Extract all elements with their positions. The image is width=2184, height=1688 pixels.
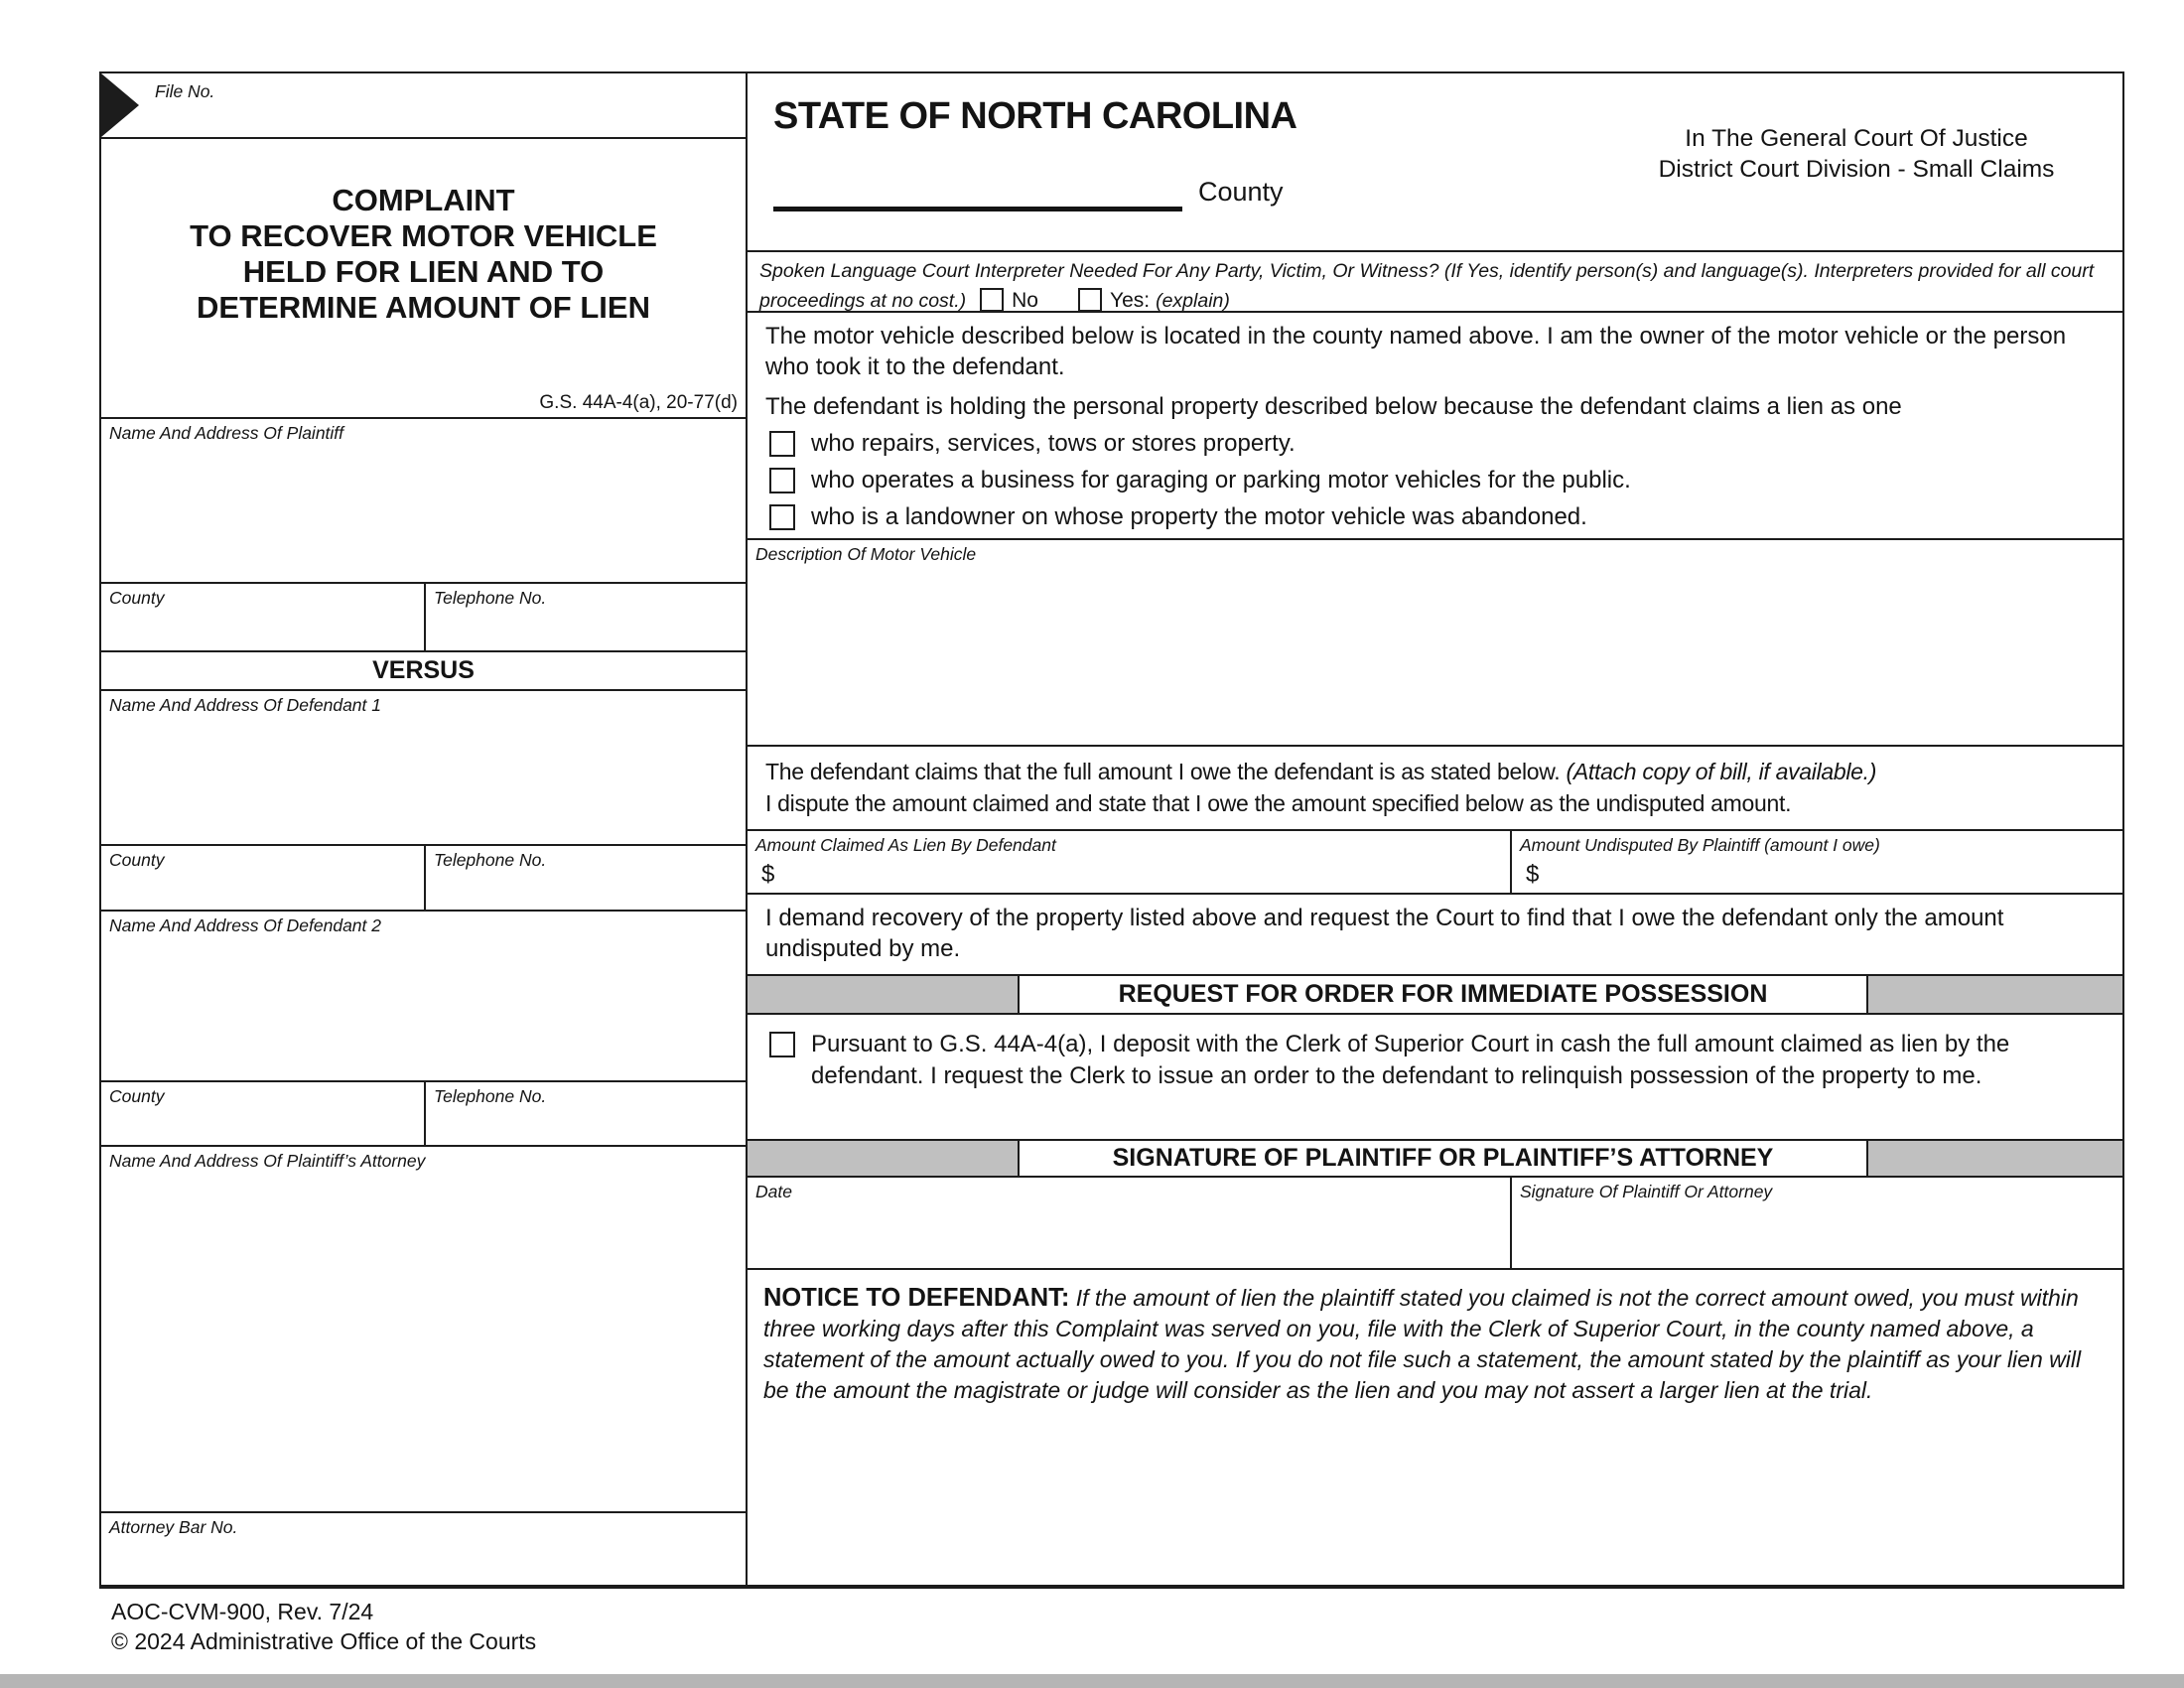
county-label: County [109,588,165,608]
form-number: AOC-CVM-900, Rev. 7/24 [111,1599,374,1624]
defendant1-county-telephone-row [101,846,746,912]
request-possession-header: REQUEST FOR ORDER FOR IMMEDIATE POSSESSION [1018,976,1868,1013]
defendant1-telephone-field[interactable] [426,846,746,910]
corner-arrow-icon [101,73,139,137]
defendant1-name-address-field[interactable] [101,691,746,846]
amount-undisputed-label: Amount Undisputed By Plaintiff (amount I owe) [1520,835,1880,855]
signature-label: Signature Of Plaintiff Or Attorney [1520,1182,1773,1201]
page-edge-strip [0,1674,2184,1688]
form-title-box [101,139,746,419]
lien-garaging-checkbox[interactable] [769,468,795,493]
interpreter-yes-checkbox[interactable] [1078,288,1102,312]
lien-repairs-checkbox[interactable] [769,431,795,457]
claims-sentence2: I dispute the amount claimed and state that I owe the amount specified below as the undisputed amount. [765,790,1792,816]
amount-undisputed-field[interactable] [1512,831,2122,893]
attorney-bar-no-field[interactable] [101,1513,746,1585]
right-column [748,73,2122,1585]
plaintiff-telephone-field[interactable] [426,584,746,650]
interpreter-no-label: No [1012,289,1038,312]
immediate-possession-option [748,1015,2122,1139]
interpreter-no-checkbox[interactable] [980,288,1004,312]
copyright: © 2024 Administrative Office of the Courts [111,1628,537,1654]
claims-paragraph [748,747,2122,829]
defendant2-telephone-field[interactable] [426,1082,746,1145]
vehicle-description-field[interactable] [748,540,2122,747]
lien-option-garaging [769,465,2111,495]
notice-body: If the amount of lien the plaintiff stated you claimed is not the correct amount owed, you must within three working days after this Complaint was served on you, file with the Clerk of Superior Court, in the county named above, a statement of the amount actually owed to you. If you do not file such a statement, the amount stated by the plaintiff as your lien will be the amount the magistrate or judge will consider as the lien and you may not assert a larger lien at the trial. [763,1285,2082,1403]
plaintiff-county-telephone-row [101,584,746,652]
claims-sentence1: The defendant claims that the full amount I owe the defendant is as stated below. (Attach copy of bill, if available.) [765,759,1877,784]
complaint-form [99,71,2124,1589]
immediate-possession-statement: Pursuant to G.S. 44A-4(a), I deposit with the Clerk of Superior Court in cash the full amount claimed as lien by the defendant. I request the Clerk to issue an order to the defendant to relinquish possession of the property to me. [811,1031,2010,1089]
interpreter-yes-label: Yes: [1109,289,1151,312]
attach-bill-note: (Attach copy of bill, if available.) [1566,759,1877,784]
court-line1: In The General Court Of Justice [1685,125,2028,152]
lien-option-landowner [769,501,2111,532]
statute-citation: G.S. 44A-4(a), 20-77(d) [539,392,738,413]
attorney-name-address-label: Name And Address Of Plaintiff’s Attorney [109,1151,426,1171]
signature-field[interactable] [1512,1178,2122,1268]
county-label: County [109,1086,165,1106]
complaint-statements [748,313,2122,540]
header-bar-right-shade [1868,1141,2122,1176]
lien-landowner-label: who is a landowner on whose property the motor vehicle was abandoned. [811,503,1587,530]
vehicle-description-label: Description Of Motor Vehicle [755,544,977,564]
amount-claimed-field[interactable] [748,831,1512,893]
signature-header: SIGNATURE OF PLAINTIFF OR PLAINTIFF’S ATTORNEY [1018,1141,1868,1176]
lien-landowner-checkbox[interactable] [769,504,795,530]
state-title: STATE OF NORTH CAROLINA [773,95,1297,137]
dollar-sign: $ [1526,861,1540,888]
plaintiff-name-address-field[interactable] [101,419,746,584]
notice-to-defendant [748,1270,2122,1585]
court-division-block [1618,123,2095,185]
versus-label: VERSUS [101,652,746,691]
date-signature-row [748,1178,2122,1270]
left-column [101,73,748,1585]
defendant1-county-field[interactable] [101,846,426,910]
form-title-line3: HELD FOR LIEN AND TO [242,254,605,289]
interpreter-section [748,250,2122,313]
attorney-bar-no-label: Attorney Bar No. [109,1517,238,1537]
form-title-line4: DETERMINE AMOUNT OF LIEN [197,290,650,325]
defendant2-county-telephone-row [101,1082,746,1147]
vehicle-located-paragraph: The motor vehicle described below is located in the county named above. I am the owner of the motor vehicle or the person who took it to the defendant. [765,323,2067,380]
county-name-field[interactable] [773,171,1182,211]
defendant2-county-field[interactable] [101,1082,426,1145]
lien-repairs-label: who repairs, services, tows or stores property. [811,430,1296,457]
plaintiff-name-address-label: Name And Address Of Plaintiff [109,423,344,443]
plaintiff-county-field[interactable] [101,584,426,650]
form-title [101,183,746,326]
telephone-label: Telephone No. [434,1086,547,1106]
demand-paragraph: I demand recovery of the property listed above and request the Court to find that I owe the defendant only the amount undisputed by me. [765,905,2004,962]
attorney-name-address-field[interactable] [101,1147,746,1513]
caption-header [748,73,2122,250]
amount-claimed-label: Amount Claimed As Lien By Defendant [755,835,1056,855]
lien-garaging-label: who operates a business for garaging or parking motor vehicles for the public. [811,467,1631,493]
form-title-line2: TO RECOVER MOTOR VEHICLE [190,218,657,253]
defendant2-name-address-field[interactable] [101,912,746,1082]
header-bar-left-shade [748,1141,1018,1176]
dollar-sign: $ [761,861,775,888]
telephone-label: Telephone No. [434,588,547,608]
header-bar-right-shade [1868,976,2122,1013]
defendant1-name-address-label: Name And Address Of Defendant 1 [109,695,381,715]
defendant-holding-paragraph: The defendant is holding the personal property described below because the defendant claims a lien as one [765,393,1902,420]
form-title-line1: COMPLAINT [332,183,515,217]
interpreter-question: Spoken Language Court Interpreter Needed For Any Party, Victim, Or Witness? (If Yes, identify person(s) and language(s). Interpreters provided for all court proceedings at no cost.) [759,260,2095,312]
file-no-field[interactable] [101,73,746,139]
request-possession-header-bar [748,974,2122,1015]
lien-option-repairs [769,428,2111,459]
immediate-possession-checkbox[interactable] [769,1032,795,1057]
county-name-group [773,171,1284,211]
telephone-label: Telephone No. [434,850,547,870]
header-bar-left-shade [748,976,1018,1013]
county-word-label: County [1198,177,1284,207]
county-label: County [109,850,165,870]
amounts-row [748,829,2122,895]
interpreter-explain-label: (explain) [1156,290,1230,312]
defendant2-name-address-label: Name And Address Of Defendant 2 [109,915,381,935]
date-field[interactable] [748,1178,1512,1268]
signature-header-bar [748,1139,2122,1178]
court-line2: District Court Division - Small Claims [1658,156,2055,183]
date-label: Date [755,1182,792,1201]
notice-label: NOTICE TO DEFENDANT: [763,1284,1070,1312]
form-footer [111,1597,536,1656]
file-no-label: File No. [155,81,215,101]
